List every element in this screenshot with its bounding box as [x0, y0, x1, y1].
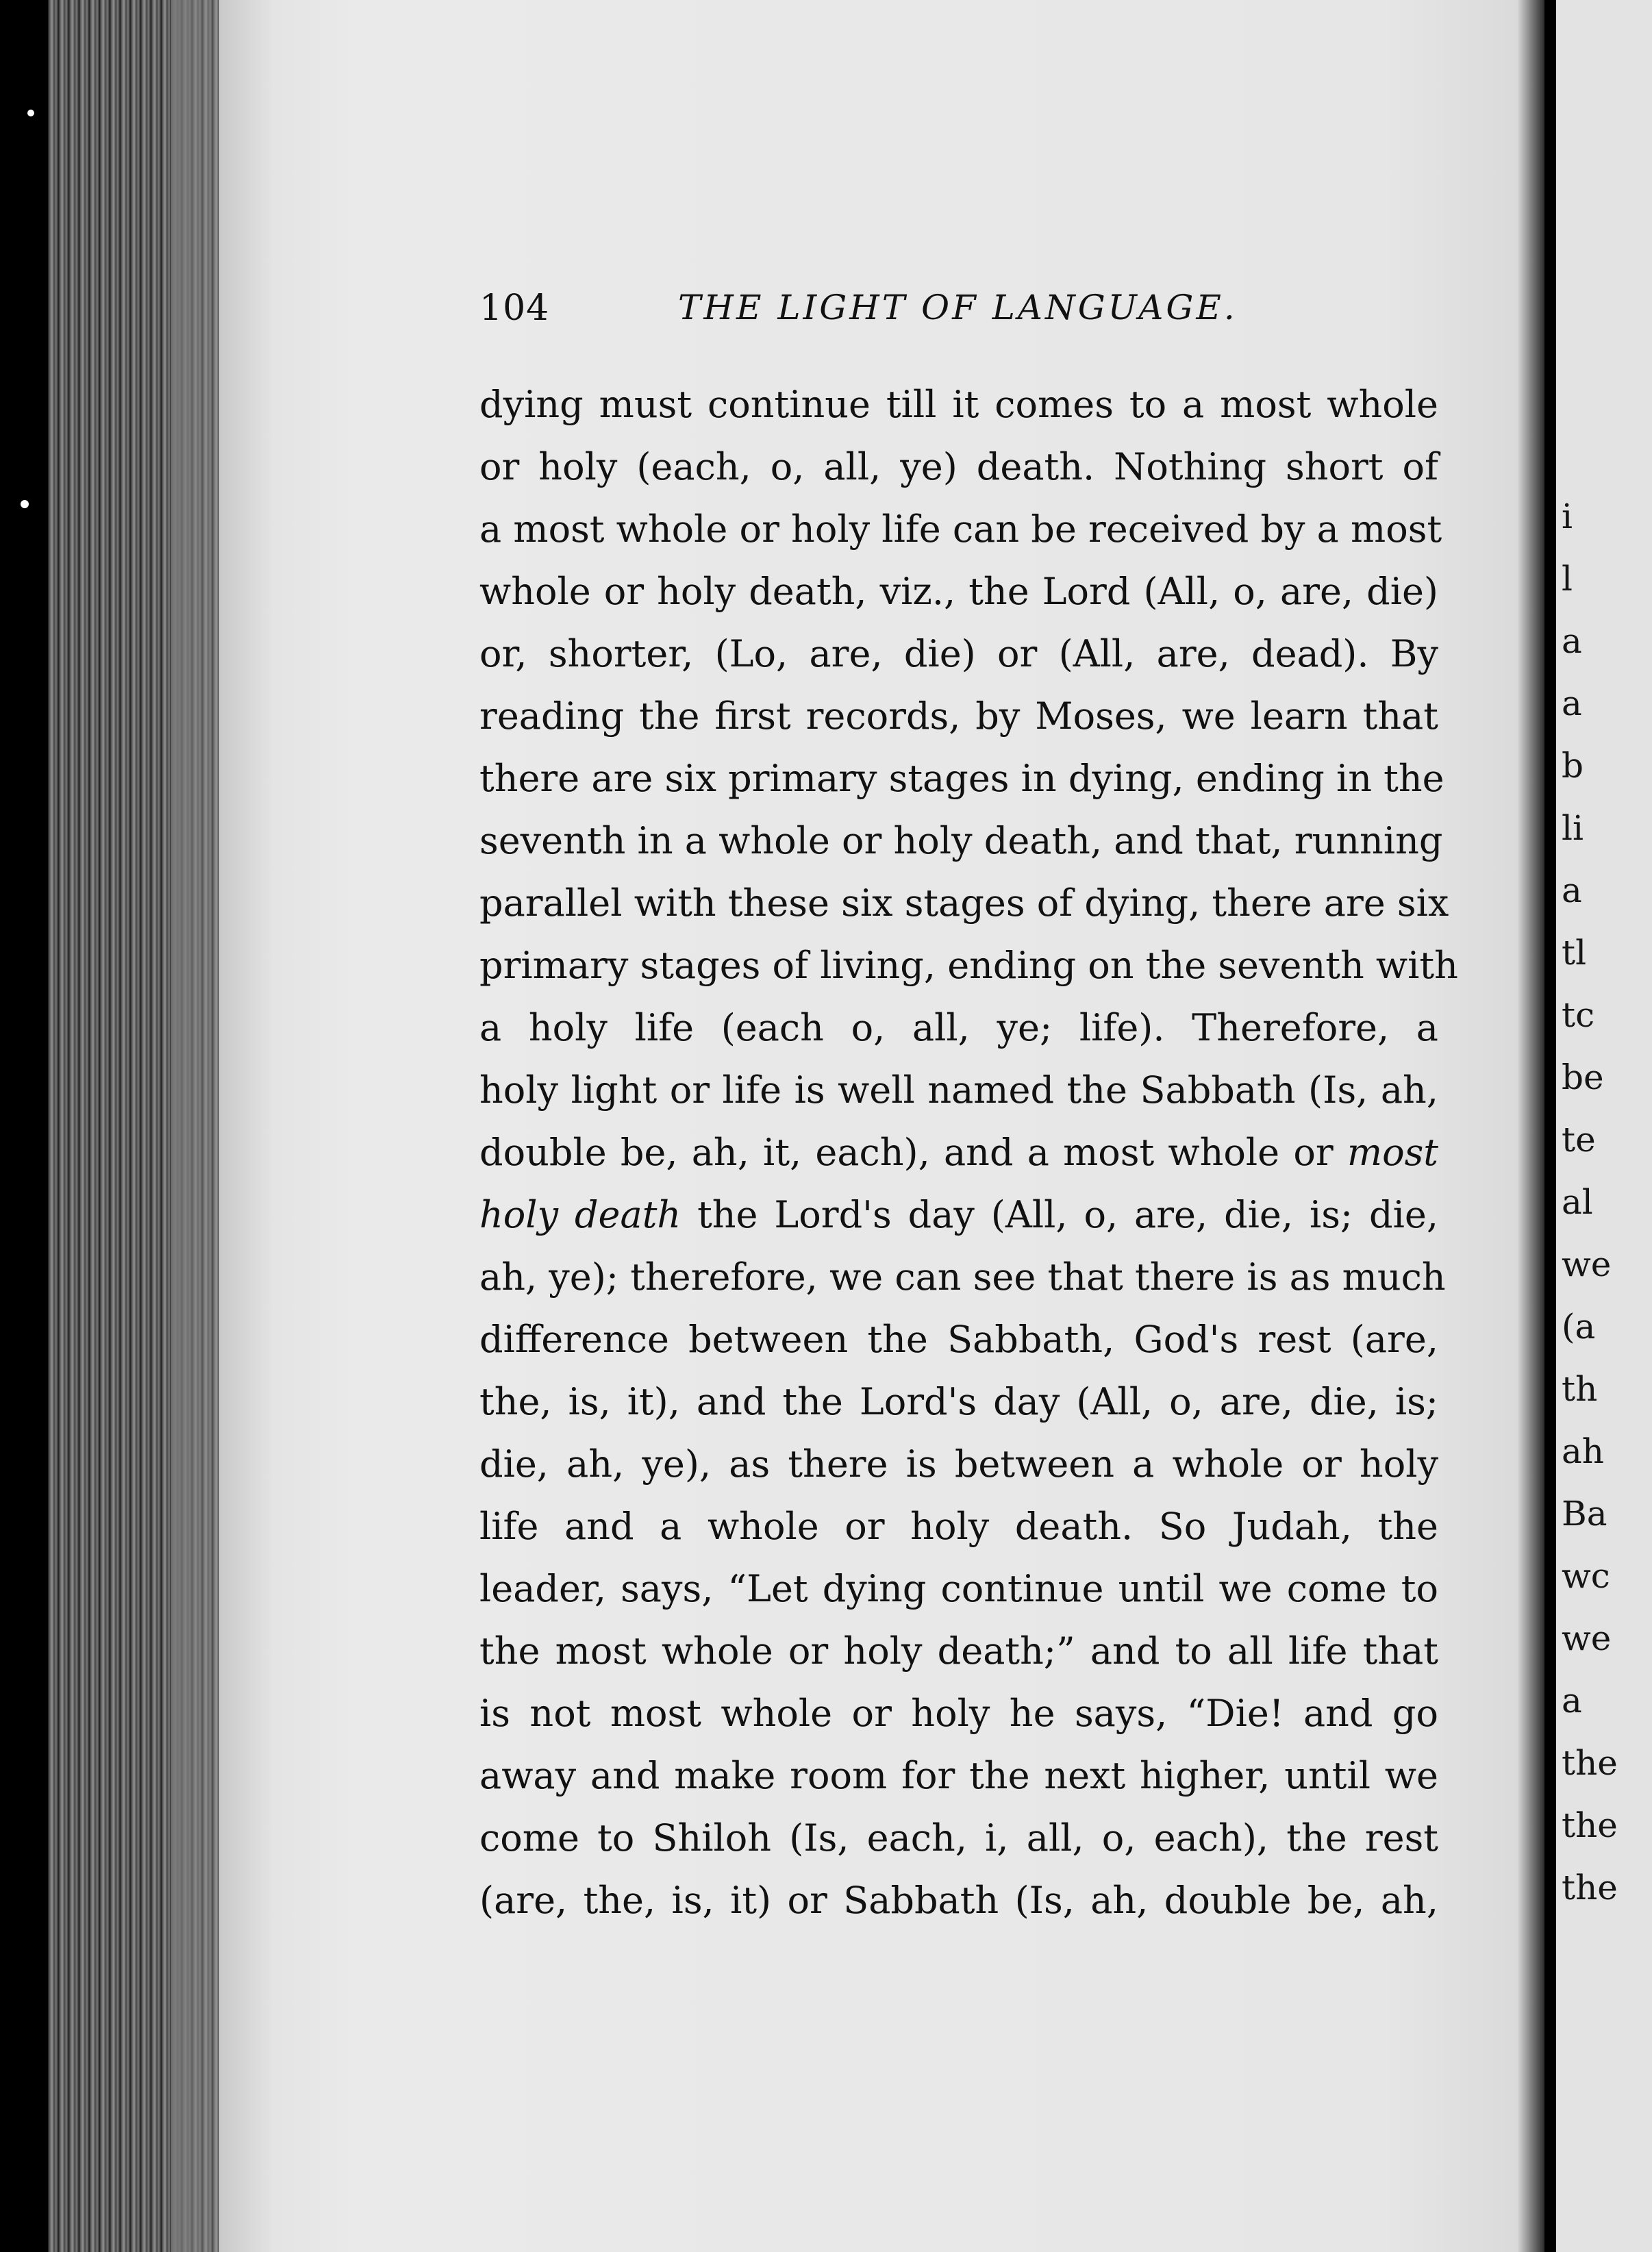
facing-page-fragment: l [1562, 559, 1573, 599]
facing-page-fragment: i [1562, 497, 1573, 536]
facing-page-fragment: we [1562, 1244, 1612, 1284]
text-line: is not most whole or holy he says, “Die! and go [479, 1692, 1438, 1735]
scan-speck [21, 500, 29, 508]
text-line: reading the first records, by Moses, we learn that [479, 695, 1438, 738]
facing-page-fragment: (a [1562, 1307, 1596, 1347]
page-edges-shadow [171, 0, 226, 2252]
facing-page-fragment: li [1562, 808, 1584, 848]
text-line: parallel with these six stages of dying, there are six [479, 881, 1449, 925]
text-line: the most whole or holy death;” and to all life that [479, 1629, 1438, 1673]
facing-page-fragment: b [1562, 746, 1584, 786]
italic-phrase: most [1347, 1131, 1438, 1174]
facing-page-fragment: ah [1562, 1431, 1605, 1471]
facing-page-fragment: the [1562, 1805, 1618, 1845]
facing-page-fragment: Ba [1562, 1494, 1607, 1534]
facing-page-fragment: the [1562, 1868, 1618, 1907]
facing-page-fragment: te [1562, 1120, 1596, 1160]
book-gutter [1517, 0, 1551, 2252]
text-line: whole or holy death, viz., the Lord (All, o, are, die) [479, 570, 1438, 613]
text-line: a most whole or holy life can be received by a most [479, 508, 1442, 551]
page-title: THE LIGHT OF LANGUAGE. [678, 288, 1238, 327]
text-line: or holy (each, o, all, ye) death. Nothing short of [479, 445, 1438, 488]
body-text [479, 373, 1458, 1931]
text-line: die, ah, ye), as there is between a whole or holy [479, 1442, 1438, 1486]
text-line-part: the Lord's day (All, o, are, die, is; die, [697, 1193, 1438, 1236]
text-line: or, shorter, (Lo, are, die) or (All, are, dead). By [479, 632, 1438, 675]
facing-page-fragment: a [1562, 621, 1582, 661]
page-number: 104 [479, 288, 550, 329]
running-head [479, 288, 1438, 342]
text-line: difference between the Sabbath, God's rest (are, [479, 1318, 1438, 1361]
facing-page [1556, 0, 1652, 2252]
text-line: ah, ye); therefore, we can see that there is as much [479, 1255, 1446, 1299]
facing-page-fragment: tl [1562, 933, 1587, 973]
italic-phrase: holy death [479, 1193, 681, 1236]
text-line: leader, says, “Let dying continue until we come to [479, 1567, 1438, 1610]
facing-page-fragment: a [1562, 684, 1582, 723]
text-line: come to Shiloh (Is, each, i, all, o, each), the rest [479, 1816, 1438, 1860]
text-line: seventh in a whole or holy death, and that, running [479, 819, 1443, 862]
facing-page-fragment: be [1562, 1058, 1604, 1097]
text-line: holy light or life is well named the Sabbath (Is, ah, [479, 1068, 1438, 1112]
text-line: primary stages of living, ending on the seventh with [479, 944, 1458, 987]
text-line: the, is, it), and the Lord's day (All, o, are, die, is; [479, 1380, 1438, 1423]
facing-page-fragment: wc [1562, 1556, 1610, 1596]
text-line: (are, the, is, it) or Sabbath (Is, ah, double be, ah, [479, 1879, 1438, 1922]
text-line: life and a whole or holy death. So Judah, the [479, 1505, 1438, 1548]
facing-page-fragment: a [1562, 1681, 1582, 1721]
text-line [479, 1184, 1438, 1246]
facing-page-fragment: al [1562, 1182, 1593, 1222]
facing-page-fragment: the [1562, 1743, 1618, 1783]
facing-page-fragment: th [1562, 1369, 1598, 1409]
text-line: away and make room for the next higher, until we [479, 1754, 1438, 1797]
facing-page-fragment: we [1562, 1618, 1612, 1658]
text-line: a holy life (each o, all, ye; life). Therefore, a [479, 1006, 1438, 1049]
text-line: dying must continue till it comes to a most whole [479, 383, 1438, 426]
facing-page-fragment: tc [1562, 995, 1595, 1035]
facing-page-fragment: a [1562, 871, 1582, 910]
text-line [479, 1121, 1438, 1184]
text-line: there are six primary stages in dying, ending in the [479, 757, 1444, 800]
scan-speck [27, 110, 34, 116]
text-line-part: double be, ah, it, each), and a most whole or [479, 1131, 1334, 1174]
